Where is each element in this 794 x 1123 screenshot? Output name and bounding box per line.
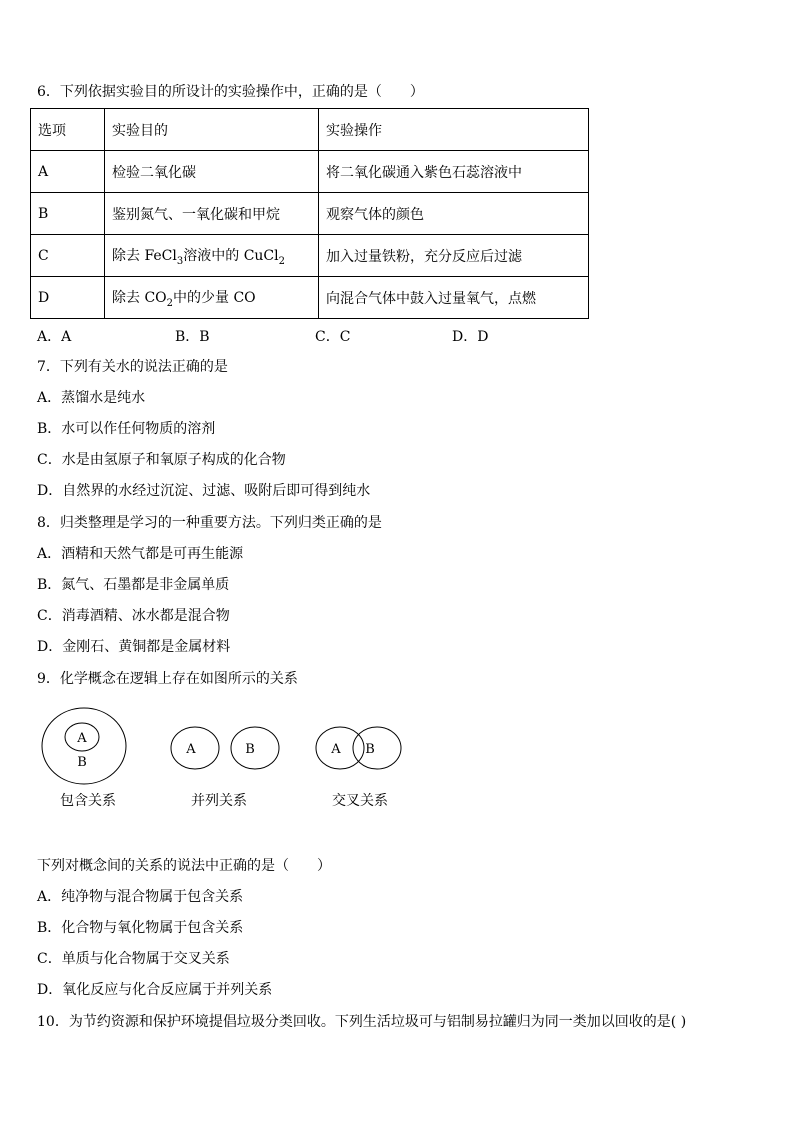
purpose-text: 除去 FeCl [112,247,177,264]
q9-option-c[interactable]: C．单质与化合物属于交叉关系 [37,951,230,967]
table-header-cell: 选项 [31,109,105,151]
circle-b [353,727,401,769]
circle-label-a: A [331,742,341,757]
q8-option-a[interactable]: A．酒精和天然气都是可再生能源 [37,546,244,562]
purpose-text: 溶液中的 CuCl [183,247,279,264]
table-cell-option: A [31,151,105,193]
experiment-table [30,108,589,319]
table-cell-option: D [31,277,105,319]
q6-option-c[interactable]: C．C [315,329,351,345]
subscript: 2 [166,297,174,309]
q7-option-a[interactable]: A．蒸馏水是纯水 [37,390,146,406]
q6-option-b[interactable]: B．B [175,329,210,345]
subscript: 2 [278,255,285,267]
table-header-cell: 实验目的 [105,109,319,151]
q8-stem: 8．归类整理是学习的一种重要方法。下列归类正确的是 [37,515,382,531]
table-cell-operation: 观察气体的颜色 [319,193,589,235]
inclusion-diagram [42,708,126,784]
table-cell-purpose: 检验二氧化碳 [105,151,319,193]
q6-option-a[interactable]: A．A [37,329,72,345]
q7-option-b[interactable]: B．水可以作任何物质的溶剂 [37,421,216,437]
circle-label-b: B [365,742,375,757]
subscript: 3 [176,255,184,267]
q9-option-b[interactable]: B．化合物与氧化物属于包含关系 [37,920,244,936]
table-row [31,277,589,319]
outer-circle-b [42,708,126,784]
table-cell-purpose [105,277,319,319]
table-cell-purpose: 鉴别氮气、一氧化碳和甲烷 [105,193,319,235]
q9-stem: 9．化学概念在逻辑上存在如图所示的关系 [37,671,298,687]
q7-stem: 7．下列有关水的说法正确的是 [37,359,228,375]
circle-label-a: A [77,731,87,746]
table-cell-purpose [105,235,319,277]
q10-stem: 10．为节约资源和保护环境提倡垃圾分类回收。下列生活垃圾可与铝制易拉罐归为同一类加以回收的是( ) [37,1014,687,1030]
q9-option-d[interactable]: D．氧化反应与化合反应属于并列关系 [37,982,273,998]
q7-option-c[interactable]: C．水是由氢原子和氧原子构成的化合物 [37,452,286,468]
caption-intersection: 交叉关系 [332,793,388,809]
circle-b [231,727,279,769]
table-row [31,235,589,277]
circle-label-a: A [186,742,196,757]
purpose-text: 中的少量 CO [173,289,256,306]
q8-option-c[interactable]: C．消毒酒精、冰水都是混合物 [37,608,230,624]
concept-relation-diagram [0,700,794,790]
purpose-text: 除去 CO [112,289,167,306]
circle-label-b: B [245,742,255,757]
table-header-row [31,109,589,151]
q8-option-b[interactable]: B．氮气、石墨都是非金属单质 [37,577,230,593]
table-cell-operation: 向混合气体中鼓入过量氧气，点燃 [319,277,589,319]
q7-option-d[interactable]: D．自然界的水经过沉淀、过滤、吸附后即可得到纯水 [37,483,371,499]
table-row [31,193,589,235]
caption-parallel: 并列关系 [191,793,247,809]
q9-sub-stem: 下列对概念间的关系的说法中正确的是（ ） [37,858,331,874]
intersection-diagram [316,727,401,769]
table-cell-option: C [31,235,105,277]
table-cell-option: B [31,193,105,235]
table-cell-operation: 加入过量铁粉，充分反应后过滤 [319,235,589,277]
circle-label-b: B [77,755,87,770]
q6-option-d[interactable]: D．D [452,329,489,345]
q8-option-d[interactable]: D．金刚石、黄铜都是金属材料 [37,639,231,655]
table-header-cell: 实验操作 [319,109,589,151]
caption-inclusion: 包含关系 [60,793,116,809]
table-row [31,151,589,193]
table-cell-operation: 将二氧化碳通入紫色石蕊溶液中 [319,151,589,193]
q9-option-a[interactable]: A．纯净物与混合物属于包含关系 [37,889,244,905]
parallel-diagram [171,727,279,769]
q6-stem: 6．下列依据实验目的所设计的实验操作中，正确的是（ ） [37,84,424,100]
